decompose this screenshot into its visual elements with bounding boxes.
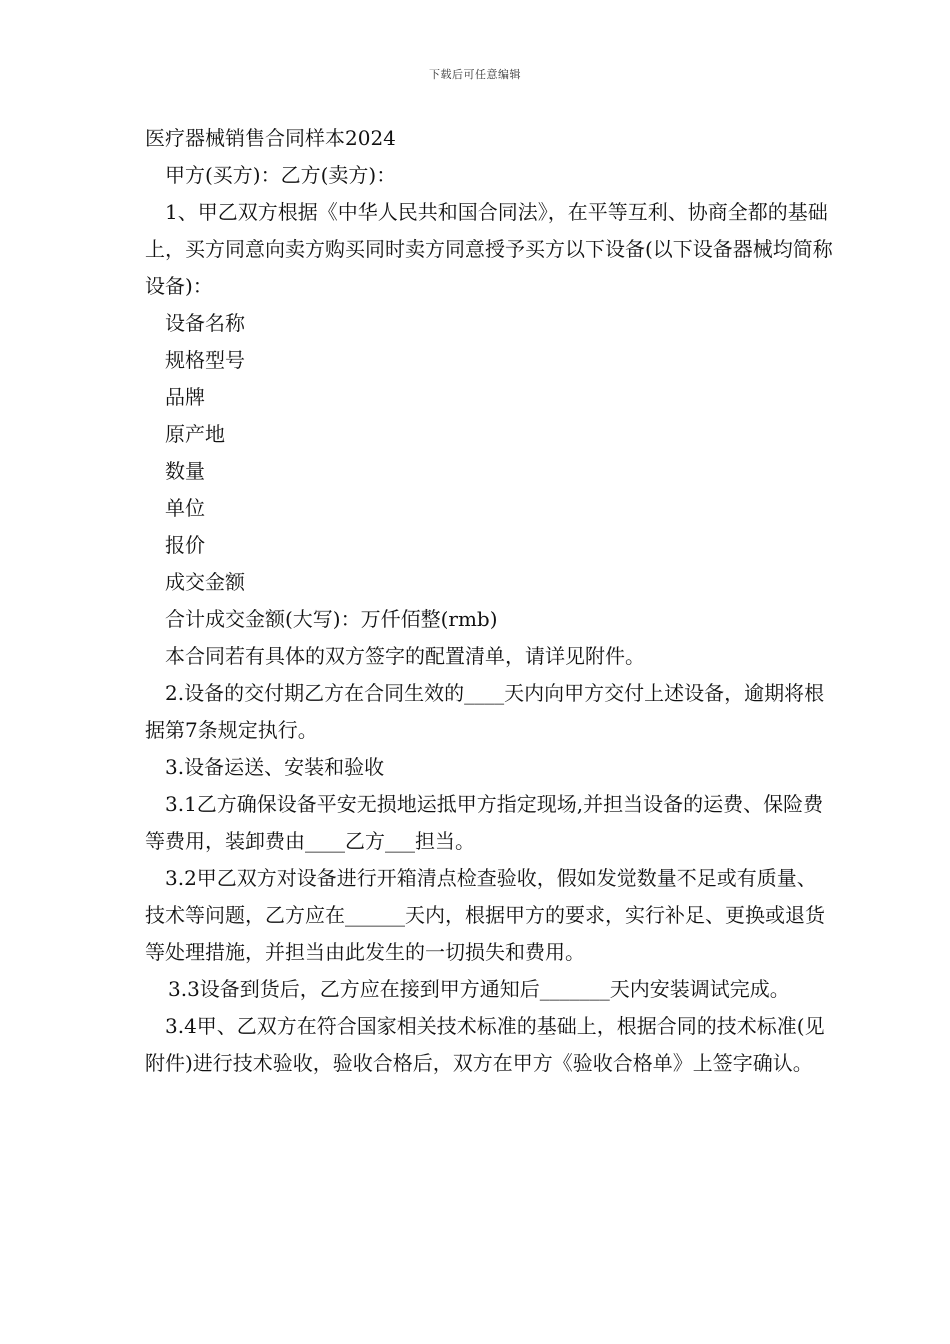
clause-3-4: 3.4甲、乙双方在符合国家相关技术标准的基础上，根据合同的技术标准(见附件)进行技术验收，验收合格后，双方在甲方《验收合格单》上签字确认。 xyxy=(145,1014,825,1075)
equipment-field-name: 设备名称 xyxy=(165,311,245,335)
document-body xyxy=(145,120,835,1082)
clause-3-2: 3.2甲乙双方对设备进行开箱清点检查验收，假如发觉数量不足或有质量、技术等问题，乙方应在______天内，根据甲方的要求，实行补足、更换或退货等处理措施，并担当由此发生的一切损失和费用。 xyxy=(145,866,825,964)
parties-line: 甲方(买方)：乙方(卖方)： xyxy=(165,163,397,187)
document-title: 医疗器械销售合同样本2024 xyxy=(145,126,396,150)
clause-3-heading: 3.设备运送、安装和验收 xyxy=(165,755,385,779)
clause-3-3: 3.3设备到货后，乙方应在接到甲方通知后_______天内安装调试完成。 xyxy=(168,977,790,1001)
equipment-field-amount: 成交金额 xyxy=(165,570,245,594)
clause-1: 1、甲乙双方根据《中华人民共和国合同法》，在平等互利、协商全都的基础上，买方同意向卖方购买同时卖方同意授予买方以下设备(以下设备器械均简称设备)： xyxy=(145,200,833,298)
equipment-field-quote: 报价 xyxy=(165,533,205,557)
equipment-field-model: 规格型号 xyxy=(165,348,245,372)
equipment-field-unit: 单位 xyxy=(165,496,205,520)
equipment-field-quantity: 数量 xyxy=(165,459,205,483)
clause-2: 2.设备的交付期乙方在合同生效的____天内向甲方交付上述设备，逾期将根据第7条规定执行。 xyxy=(145,681,825,742)
config-note: 本合同若有具体的双方签字的配置清单，请详见附件。 xyxy=(165,644,645,668)
page-header: 下载后可任意编辑 xyxy=(429,68,521,81)
clause-3-1: 3.1乙方确保设备平安无损地运抵甲方指定现场,并担当设备的运费、保险费等费用，装卸费由____乙方___担当。 xyxy=(145,792,824,853)
equipment-field-brand: 品牌 xyxy=(165,385,205,409)
equipment-field-origin: 原产地 xyxy=(165,422,225,446)
total-amount-line: 合计成交金额(大写)：万仟佰整(rmb) xyxy=(165,607,498,631)
